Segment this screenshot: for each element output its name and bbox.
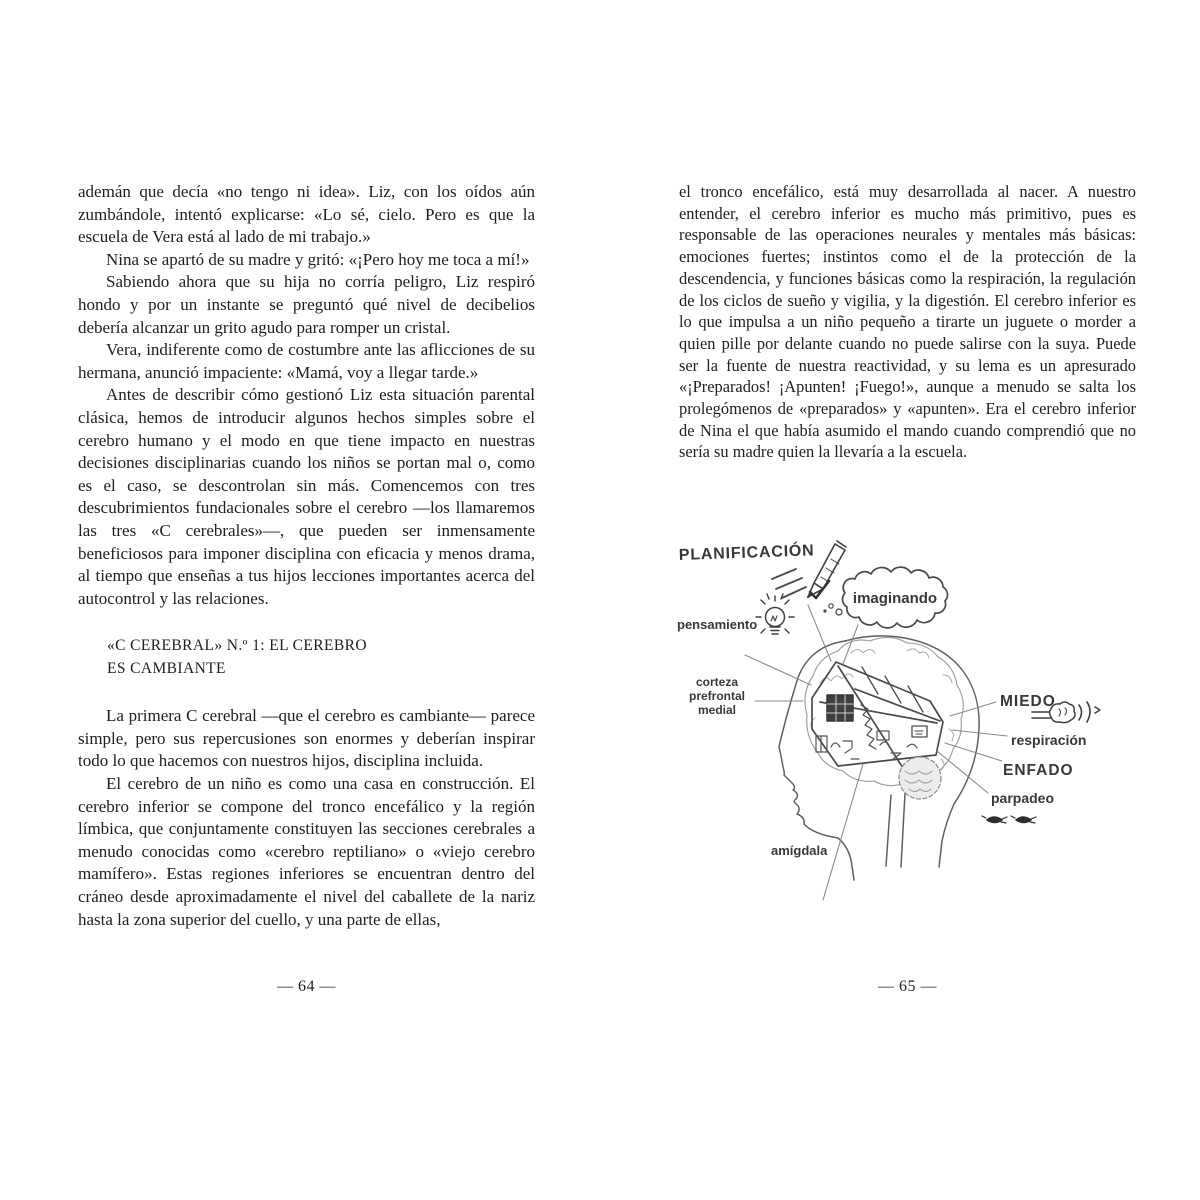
paragraph: La primera C cerebral —que el cerebro es cambiante— parece simple, pero sus repercusiones son enormes y deberían inspirar todo lo que hacemos con nuestros hijos, disciplina incluida. [78,706,535,771]
label-pensamiento: pensamiento [677,617,758,632]
page-number-left: — 64 — [277,978,336,995]
section-heading [107,634,535,680]
label-enfado: ENFADO [1003,762,1074,779]
neck-lines [886,793,905,867]
paragraph: El cerebro de un niño es como una casa en construcción. El cerebro inferior se compone del tronco encefálico y la región límbica, que conjuntamente constituyen las secciones cerebrales a menudo conocidas como «cerebro reptiliano» o «viejo cerebro mamífero». Estas regiones inferiores se encuentran dentro del cráneo desde aproximadamente el nivel del caballete de la nariz hasta la zona superior del cuello, y una parte de ellas, [78,774,535,929]
section-heading-line2: ES CAMBIANTE [107,660,226,678]
section-heading-line1: «C CEREBRAL» N.º 1: EL CEREBRO [107,637,367,655]
left-text-column [78,181,535,931]
right-text-column [679,181,1136,463]
pencil-speed-lines [772,569,806,598]
label-miedo: MIEDO [1000,693,1056,710]
label-planificacion: PLANIFICACIÓN [678,542,815,564]
page-number-right: — 65 — [878,978,937,995]
paragraph: Sabiendo ahora que su hija no corría peligro, Liz respiró hondo y por un instante se preguntó qué nivel de decibelios debería alcanzar un grito agudo para romper un cristal. [78,272,535,337]
blinking-eyes-icon [982,816,1036,823]
cerebellum [899,757,941,799]
paragraph: ademán que decía «no tengo ni idea». Liz, con los oídos aún zumbándole, intentó explicarse: «Lo sé, cielo. Pero es que la escuela de Vera está al lado de mi trabajo.» [78,182,535,247]
paragraph: Vera, indiferente como de costumbre ante las aflicciones de su hermana, anunció impaciente: «Mamá, voy a llegar tarde.» [78,340,535,382]
head-back [845,636,979,867]
brain-house-illustration [655,533,1155,1008]
house-window-small [912,726,927,737]
label-amigdala: amígdala [771,843,828,858]
label-corteza-line3: medial [697,703,737,717]
house-window-dark [827,695,853,721]
label-corteza-line1: corteza [695,675,739,689]
paragraph: Nina se apartó de su madre y gritó: «¡Pero hoy me toca a mí!» [106,249,530,269]
label-corteza-line2: prefrontal [688,689,746,703]
label-parpadeo: parpadeo [991,790,1055,806]
paragraph: Antes de describir cómo gestionó Liz esta situación parental clásica, hemos de introducir algunos hechos simples sobre el cerebro humano y el modo en que tiene impacto en nuestras decisiones disciplinarias cuando los niños se portan mal o, como es el caso, se descontrolan sin más. Comencemos con tres descubrimientos fundacionales sobre el cerebro —los llamaremos las tres «C cerebrales»—, que pueden ser inmensamente beneficiosos para imponer disciplina con eficacia y menos drama, al tiempo que enseñas a tus hijos lecciones importantes acerca del autocontrol y las relaciones. [78,385,535,608]
paragraph: el tronco encefálico, está muy desarrollada al nacer. A nuestro entender, el cerebro inferior es mucho más primitivo, pues es responsable de las operaciones neurales y mentales más básicas: emociones fuertes; instintos como el de la protección de la descendencia, y funciones básicas como la respiración, la regulación de los ciclos de sueño y vigilia, y la digestión. El cerebro inferior es lo que impulsa a un niño pequeño a tirarte un juguete o morder a quien pille por delante cuando no puede salirse con la suya. Puede ser la fuente de nuestra reactividad, y su lema es un apresurado «¡Preparados! ¡Apunten! ¡Fuego!», aunque a menudo se salta los prolegómenos de «preparados» y «apunten». Era el cerebro inferior de Nina el que había asumido el mando cuando comprendió que no sería su madre quien la llevaría a la escuela. [679,182,1136,462]
label-imaginando: imaginando [852,590,938,607]
lightbulb-icon [756,594,794,634]
label-respiracion: respiración [1011,732,1087,748]
